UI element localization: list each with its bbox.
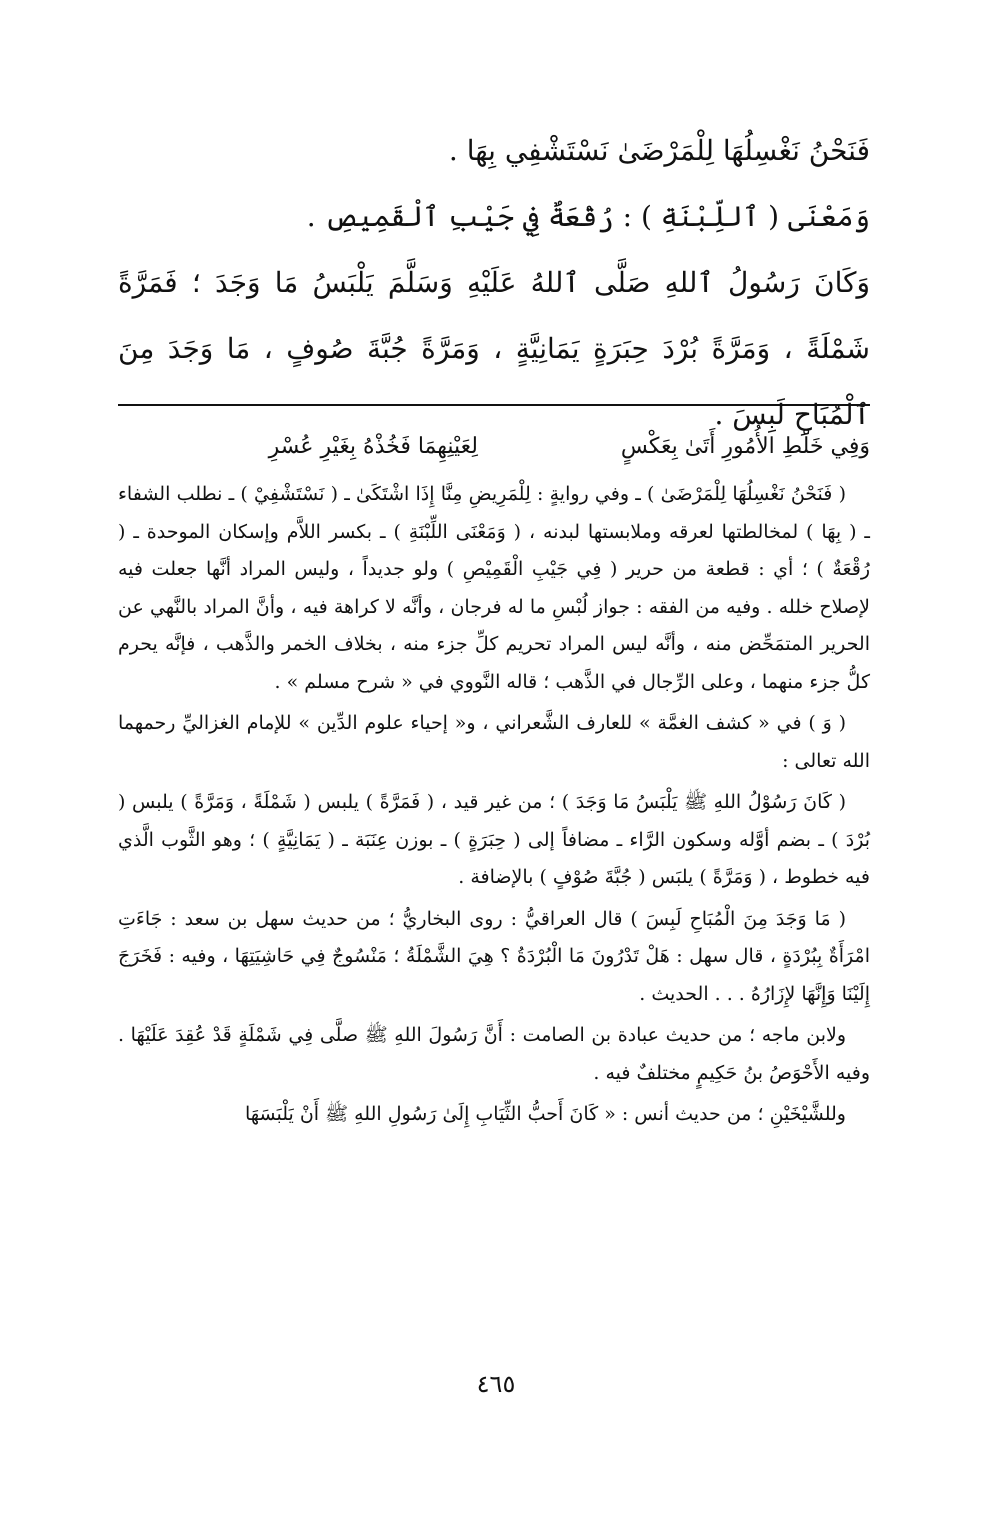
commentary-paragraph-3: ( كَانَ رَسُوْلُ اللهِ ﷺ يَلْبَسُ مَا وَجَدَ ) ؛ من غير قيد ، ( فَمَرَّةً ) يلبس ( شَمْلَةً ، وَمَرَّةً ) يلبس ( بُرْدَ ) ـ بضم أوَّله وسكون الرَّاء ـ مضافاً إلى ( حِبَرَةٍ ) ـ بوزن عِنَبَة ـ ( يَمَانِيَّةٍ ) ؛ وهو الثَّوب الَّذي فيه خطوط ، ( وَمَرَّةً ) يلبَس ( جُبَّةَ صُوْفٍ ) بالإضافة . [118, 791, 870, 888]
commentary-paragraph-2: ( وَ ) في « كشف الغمَّة » للعارف الشَّعراني ، و« إحياء علوم الدِّين » للإمام الغزاليِّ رحمهما الله تعالى : [118, 712, 870, 772]
poem-hemistich-first: وَفِي خَلْطِ الأُمُورِ أَتَىٰ بِعَكْسٍ [620, 434, 870, 459]
commentary-paragraph-6: وللشَّيْخَيْنِ ؛ من حديث أنس : « كَانَ أَحبُّ الثِّيَابِ إِلَىٰ رَسُولِ اللهِ ﷺ أَنْ يَلْبَسَهَا [245, 1103, 846, 1125]
main-text-line-1: فَنَحْنُ نَغْسِلُهَا لِلْمَرْضَىٰ نَسْتَشْفِي بِهَا . [448, 134, 870, 167]
main-text-line-2: وَمَعْنَى ( ٱللِّبْنَةِ ) : رُقْعَةٌ فِي جَيْبِ ٱلْقَمِيصِ . [306, 200, 870, 233]
footnote-divider [118, 404, 870, 406]
main-text-line-3: وَكَانَ رَسُولُ ٱللهِ صَلَّى ٱللهُ عَلَيْهِ وَسَلَّمَ يَلْبَسُ مَا وَجَدَ ؛ فَمَرَّةً شَمْلَةً ، وَمَرَّةً بُرْدَ حِبَرَةٍ يَمَانِيَّةٍ ، وَمَرَّةً جُبَّةَ صُوفٍ ، مَا وَجَدَ مِنَ ٱلْمُبَاحِ لَبِسَ . [118, 266, 871, 431]
page-number: ٤٦٥ [476, 1370, 516, 1398]
commentary-paragraph-1: ( فَنَحْنُ نَغْسِلُهَا لِلْمَرْضَىٰ ) ـ وفي روايةٍ : لِلْمَرِيضِ مِنَّا إِذَا اشْتَكَىٰ ـ ( نَسْتَشْفِيْ ) ـ نطلب الشفاء ـ ( بِهَا ) لمخالطتها لعرقه وملابستها لبدنه ، ( وَمَعْنَى اللِّبْنَةِ ) ـ بكسر اللاَّم وإسكان الموحدة ـ ( رُقْعَةٌ ) ؛ أي : قطعة من حرير ( فِي جَيْبِ الْقَمِيْصِ ) ولو جديداً ، وليس المراد أنَّها جعلت فيه لإصلاح خلله . وفيه من الفقه : جواز لُبْسِ ما له فرجان ، وأنَّه لا كراهة فيه ، وأنَّ المراد بالنَّهي عن الحرير المتمَحِّض منه ، وأنَّه ليس المراد تحريم كلِّ جزء منه ، بخلاف الخمر والذَّهب ، فإنَّه يحرم كلُّ جزء منهما ، وعلى الرِّجال في الذَّهب ؛ قاله النَّووي في « شرح مسلم » . [118, 483, 870, 693]
poem-verse [118, 424, 870, 470]
commentary-paragraph-4: ( مَا وَجَدَ مِنَ الْمُبَاحِ لَبِسَ ) قال العراقيُّ : روى البخاريُّ ؛ من حديث سهل بن سعد : جَاءَتِ امْرَأَةٌ بِبُرْدَةٍ ، قال سهل : هَلْ تَدْرُونَ مَا الْبُرْدَةُ ؟ هِيَ الشَّمْلَةُ ؛ مَنْسُوجٌ فِي حَاشِيَتِهَا ، وفيه : فَخَرَجَ إِلَيْنَا وَإِنَّهَا لإِزَارُهُ . . . الحديث . [118, 907, 870, 1005]
commentary [118, 476, 870, 1138]
commentary-paragraph-5: ولابن ماجه ؛ من حديث عبادة بن الصامت : أَنَّ رَسُولَ اللهِ ﷺ صلَّى فِي شَمْلَةٍ قَدْ عُقِدَ عَلَيْهَا . وفيه الأَحْوَصُ بنُ حَكِيمٍ مختلفٌ فيه . [118, 1024, 870, 1084]
main-text [118, 118, 870, 448]
poem-hemistich-second: لِعَيْنِهِمَا فَخُذْهُ بِغَيْرِ عُسْرِ [268, 434, 478, 459]
